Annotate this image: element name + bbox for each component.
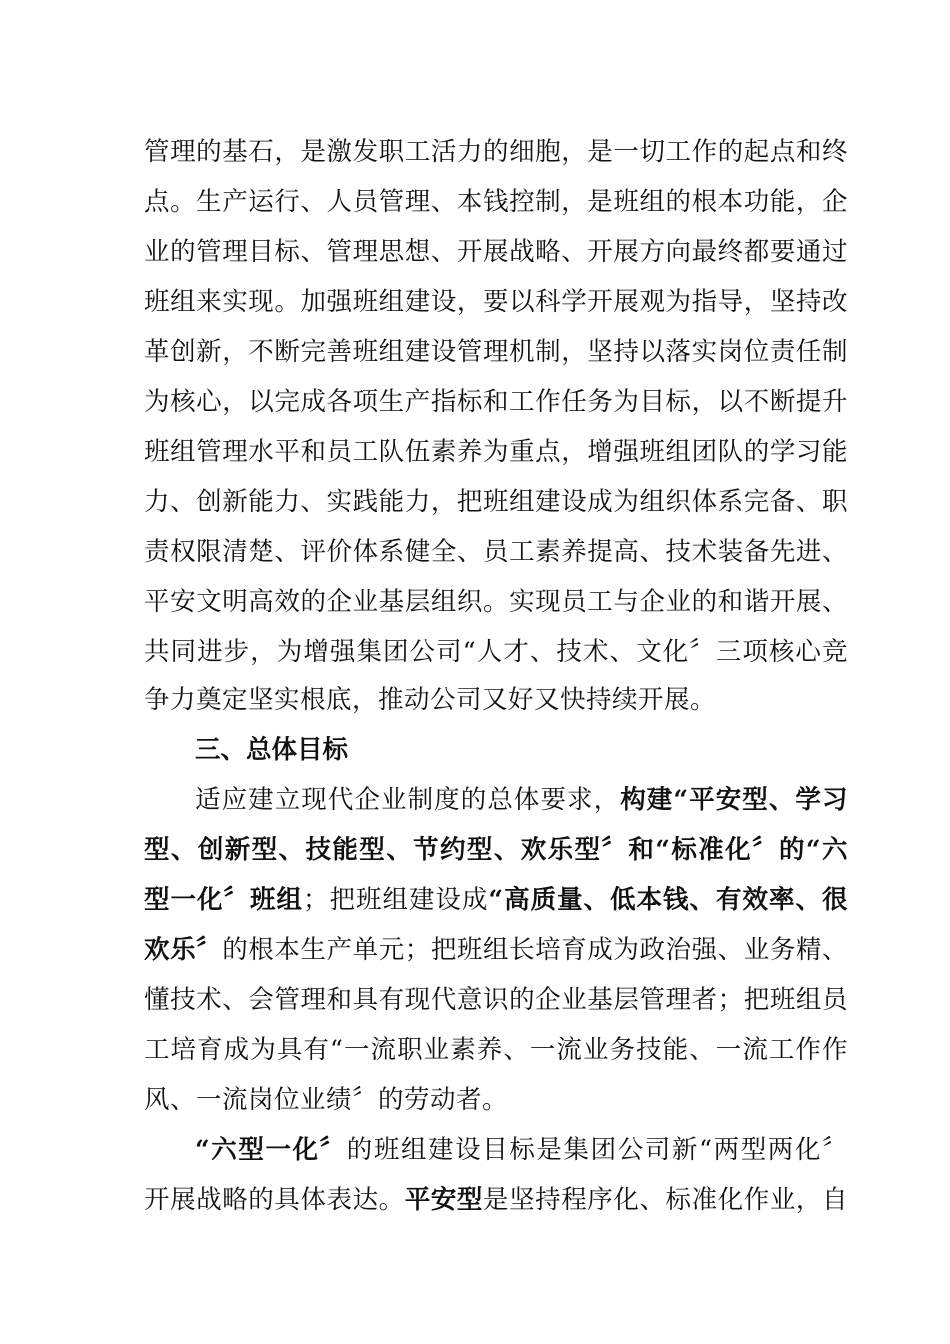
- text-run: ；把班组建设成: [302, 885, 489, 915]
- text-run: 的班组建设目标是集团公司新“两型两化〞: [346, 1135, 848, 1165]
- paragraph-line: 风、一流岗位业绩〞的劳动者。: [144, 1085, 509, 1115]
- text-run: 是坚持程序化、标准化作业，自: [483, 1185, 848, 1215]
- paragraph-line: 争力奠定坚实根底，推动公司又好又快持续开展。: [144, 685, 717, 715]
- bold-text-run: “六型一化〞: [195, 1135, 347, 1165]
- paragraph-line: 力、创新能力、实践能力，把班组建设成为组织体系完备、职: [144, 487, 848, 517]
- paragraph-line: 革创新，不断完善班组建设管理机制，坚持以落实岗位责任制: [144, 337, 848, 367]
- paragraph-line: [195, 780, 848, 820]
- bold-text-run: 欢乐〞: [144, 935, 223, 965]
- bold-text-run: 型一化〞班组: [144, 885, 303, 915]
- paragraph-line: [195, 1130, 848, 1170]
- paragraph-line: 懂技术、会管理和具有现代意识的企业基层管理者；把班组员: [144, 985, 848, 1015]
- bold-text-run: 平安型: [404, 1185, 483, 1215]
- text-run: 开展战略的具体表达。: [144, 1185, 405, 1215]
- paragraph-line: 管理的基石，是激发职工活力的细胞，是一切工作的起点和终: [144, 137, 848, 167]
- paragraph-line: 为核心，以完成各项生产指标和工作任务为目标，以不断提升: [144, 387, 848, 417]
- paragraph-line: [144, 930, 848, 970]
- bold-text-run: 构建“平安型、学习: [620, 785, 848, 815]
- paragraph-line: 责权限清楚、评价体系健全、员工素养提高、技术装备先进、: [144, 537, 848, 567]
- paragraph-line: 点。生产运行、人员管理、本钱控制，是班组的根本功能，企: [144, 187, 848, 217]
- paragraph-line: 班组来实现。加强班组建设，要以科学开展观为指导，坚持改: [144, 287, 848, 317]
- paragraph-line: [144, 880, 848, 920]
- paragraph-line: 工培育成为具有“一流职业素养、一流业务技能、一流工作作: [144, 1035, 848, 1065]
- paragraph-line: 共同进步，为增强集团公司“人才、技术、文化〞三项核心竞: [144, 637, 848, 667]
- paragraph-line: 型、创新型、技能型、节约型、欢乐型〞和“标准化〞的“六: [144, 835, 848, 865]
- paragraph-line: 业的管理目标、管理思想、开展战略、开展方向最终都要通过: [144, 237, 848, 267]
- bold-text-run: “高质量、低本钱、有效率、很: [488, 885, 848, 915]
- paragraph-line: 平安文明高效的企业基层组织。实现员工与企业的和谐开展、: [144, 587, 848, 617]
- text-run: 适应建立现代企业制度的总体要求，: [195, 785, 621, 815]
- text-run: 的根本生产单元；把班组长培育成为政治强、业务精、: [222, 935, 848, 965]
- section-heading: 三、总体目标: [195, 735, 349, 765]
- paragraph-line: 班组管理水平和员工队伍素养为重点，增强班组团队的学习能: [144, 437, 848, 467]
- paragraph-line: [144, 1180, 848, 1220]
